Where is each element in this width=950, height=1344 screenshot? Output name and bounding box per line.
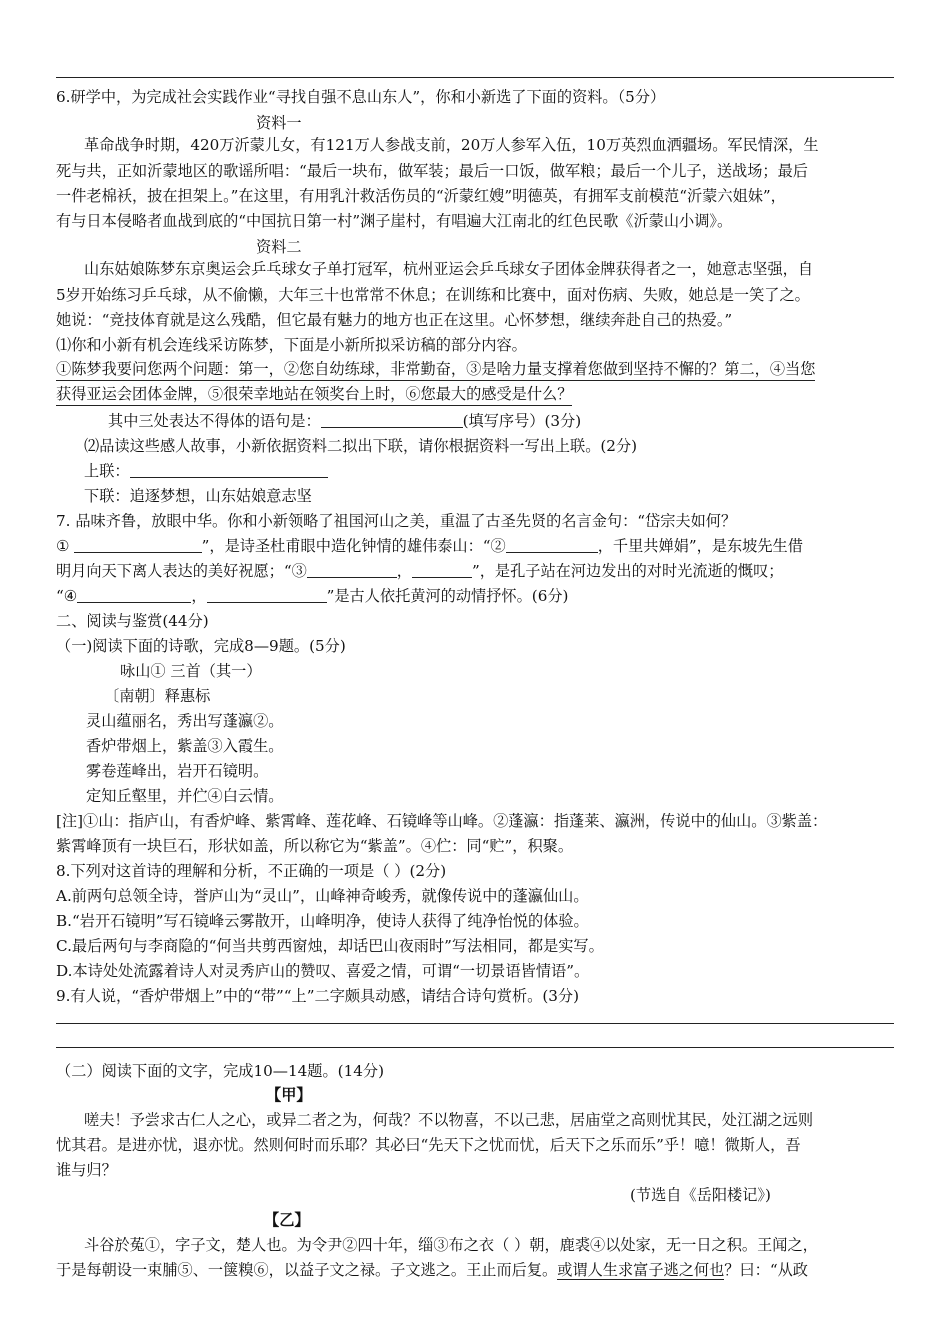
q6-part1-ask-score: (填写序号）(3分): [462, 412, 582, 430]
q6-part2-intro: ⑵品读这些感人故事，小新依据资料二拟出下联，请你根据资料一写出上联。(2分): [84, 437, 638, 455]
q7-text: ”，是孔子站在河边发出的对时光流逝的慨叹；: [471, 562, 784, 580]
poem-author: 〔南朝〕释惠标: [104, 687, 211, 705]
q8-option-b: B.“岩开石镜明”写石镜峰云雾散开，山峰明净，使诗人获得了纯净怡悦的体验。: [56, 912, 589, 930]
answer-blank[interactable]: [321, 411, 463, 428]
poem-line: 香炉带烟上，紫盖③入霞生。: [86, 737, 284, 755]
top-rule: [56, 77, 894, 78]
passage-jia-label: 【甲】: [266, 1086, 312, 1104]
q7-blank-1[interactable]: [74, 536, 202, 553]
poem-note: 紫霄峰顶有一块巨石，形状如盖，所以称它为“紫盖”。④伫：同“贮”，积聚。: [56, 837, 574, 855]
q7-blank-2[interactable]: [506, 536, 598, 553]
shanglian-blank[interactable]: [130, 461, 328, 478]
material-2-line: 山东姑娘陈梦东京奥运会乒乓球女子单打冠军，杭州亚运会乒乓球女子团体金牌获得者之一，她意志坚强，自: [84, 260, 813, 278]
poem-line: 灵山蕴丽名，秀出写蓬瀛②。: [86, 712, 284, 730]
material-2-title: 资料二: [256, 238, 302, 256]
q8-option-c: C.最后两句与李商隐的“何当共剪西窗烛，却话巴山夜雨时”写法相同，都是实写。: [56, 937, 604, 955]
q9-stem: 9.有人说，“香炉带烟上”中的“带”“上”二字颇具动感，请结合诗句赏析。(3分): [56, 987, 580, 1005]
material-1-line: 有与日本侵略者血战到底的“中国抗日第一村”渊子崖村，有唱遍大江南北的红色民歌《沂蒙山小调》。: [56, 212, 733, 230]
interview-draft-line: 获得亚运会团体金牌，⑤很荣幸地站在领奖台上时，⑥您最大的感受是什么？: [56, 383, 572, 406]
q7-line: [56, 560, 783, 582]
q8-option-a: A.前两句总领全诗，誉庐山为“灵山”，山峰神奇峻秀，就像传说中的蓬瀛仙山。: [56, 887, 589, 905]
q7-blank-4b[interactable]: [207, 586, 327, 603]
q7-line: 7. 品味齐鲁，放眼中华。你和小新领略了祖国河山之美，重温了古圣先贤的名言金句：“岱宗夫如何？: [56, 512, 737, 530]
q6-part1-ask: [108, 410, 581, 432]
poem-line: 雾卷莲峰出，岩开石镜明。: [86, 762, 269, 780]
shanglian-line: [84, 460, 328, 482]
answer-line[interactable]: [56, 1023, 894, 1024]
passage-yi-text: 于是每朝设一束脯⑤、一箧糗⑥，以益子文之禄。子文逃之。王止而后复。: [56, 1261, 558, 1279]
q6-stem: 6.研学中，为完成社会实践作业“寻找自强不息山东人”，你和小新选了下面的资料。（5分）: [56, 88, 666, 106]
q7-line: [56, 585, 568, 607]
q7-text: 明月向天下离人表达的美好祝愿；“③: [56, 562, 307, 580]
answer-line[interactable]: [56, 1047, 894, 1048]
passage-yi-text: ？曰：“从政: [724, 1261, 808, 1279]
shanglian-label: 上联：: [84, 462, 130, 480]
material-2-line: 5岁开始练习乒乓球，从不偷懒，大年三十也常常不休息；在训练和比赛中，面对伤病、失败，她总是一笑了之。: [56, 286, 810, 304]
q7-label-1: ①: [56, 537, 70, 555]
q7-text: ，千里共婵娟”，是东坡先生借: [597, 537, 803, 555]
poem-title: 咏山① 三首（其一）: [120, 662, 262, 680]
q7-text: ，: [191, 587, 207, 605]
q7-text: ”是古人依托黄河的动情抒怀。(6分): [326, 587, 569, 605]
poem-line: 定知丘壑里，并伫④白云情。: [86, 787, 284, 805]
q7-blank-3b[interactable]: [412, 561, 472, 578]
q7-blank-3a[interactable]: [307, 561, 397, 578]
q7-line: [56, 535, 803, 557]
material-1-line: 革命战争时期，420万沂蒙儿女，有121万人参战支前，20万人参军入伍，10万英烈血洒疆场。军民情深，生: [84, 136, 819, 154]
passage-yi-underlined: 或谓人生求富子逃之何也: [557, 1261, 725, 1279]
part-2-intro: （二）阅读下面的文字，完成10—14题。(14分): [56, 1062, 385, 1080]
passage-yi-line: [56, 1259, 808, 1281]
material-1-line: 死与共，正如沂蒙地区的歌谣所唱：“最后一块布，做军装；最后一口饭，做军粮；最后一个儿子，送战场；最后: [56, 162, 808, 180]
q8-option-d: D.本诗处处流露着诗人对灵秀庐山的赞叹、喜爱之情，可谓“一切景语皆情语”。: [56, 962, 590, 980]
poem-note: [注]①山：指庐山，有香炉峰、紫霄峰、莲花峰、石镜峰等山峰。②蓬瀛：指蓬莱、瀛洲，传说中的仙山。③紫盖：: [56, 812, 828, 830]
xialian-line: 下联：追逐梦想，山东姑娘意志坚: [84, 487, 312, 505]
q7-text: “④: [56, 587, 78, 605]
interview-draft-line: ①陈梦我要问您两个问题：第一，②您自幼练球，非常勤奋，③是啥力量支撑着您做到坚持不懈的？第二，④当您: [56, 358, 815, 381]
material-2-line: 她说：“竞技体育就是这么残酷，但它最有魅力的地方也正在这里。心怀梦想，继续奔赴自己的热爱。”: [56, 311, 733, 329]
material-1-line: 一件老棉袄，披在担架上。”在这里，有用乳汁救活伤员的“沂蒙红嫂”明德英，有拥军支前模范“沂蒙六姐妹”，: [56, 187, 786, 205]
q8-stem: 8.下列对这首诗的理解和分析，不正确的一项是（ ）(2分): [56, 862, 447, 880]
q7-text: ”，是诗圣杜甫眼中造化钟情的雄伟泰山：“②: [201, 537, 506, 555]
passage-jia-source: (节选自《岳阳楼记》): [630, 1186, 771, 1204]
q7-text: ，: [396, 562, 412, 580]
q6-part1-intro: ⑴你和小新有机会连线采访陈梦，下面是小新所拟采访稿的部分内容。: [56, 336, 527, 354]
passage-jia-line: 嗟夫！予尝求古仁人之心，或异二者之为，何哉？不以物喜，不以己悲，居庙堂之高则忧其民，处江湖之远则: [84, 1111, 813, 1129]
part-1-intro: （一)阅读下面的诗歌，完成8—9题。(5分): [56, 637, 346, 655]
passage-yi-label: 【乙】: [264, 1211, 310, 1229]
q6-part1-ask-text: 其中三处表达不得体的语句是：: [108, 412, 321, 430]
passage-jia-line: 谁与归？: [56, 1161, 117, 1179]
q7-blank-4a[interactable]: [77, 586, 191, 603]
passage-jia-line: 忧其君。是进亦忧，退亦忧。然则何时而乐耶？其必曰“先天下之忧而忧，后天下之乐而乐”乎！噫！微斯人，吾: [56, 1136, 801, 1154]
section-2-title: 二、阅读与鉴赏(44分): [56, 612, 209, 630]
passage-yi-line: 斗谷於菟①，字子文，楚人也。为令尹②四十年，缁③布之衣（ ）朝，鹿裘④以处家，无一日之积。王闻之，: [84, 1236, 818, 1254]
material-1-title: 资料一: [256, 114, 302, 132]
